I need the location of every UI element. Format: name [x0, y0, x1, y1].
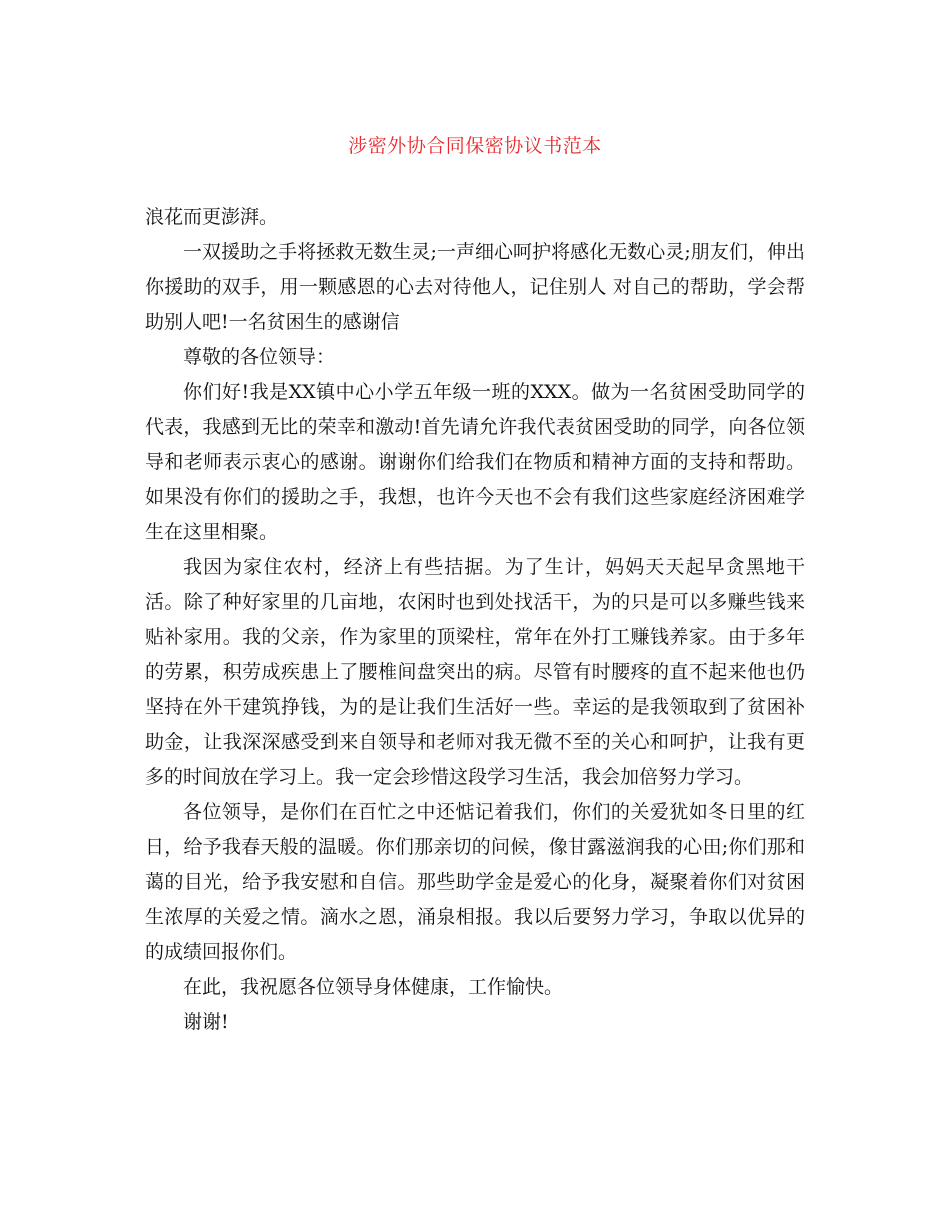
document-title: 涉密外协合同保密协议书范本 [348, 135, 602, 157]
body-paragraph: 各位领导，是你们在百忙之中还惦记着我们，你们的关爱犹如冬日里的红日，给予我春天般的温暖。你们那亲切的问候，像甘露滋润我的心田;你们那和蔼的目光，给予我安慰和自信。那些助学金是爱心的化身，凝聚着你们对贫困生浓厚的关爱之情。滴水之恩，涌泉相报。我以后要努力学习，争取以优异的的成绩回报你们。 [145, 801, 805, 963]
document-body [145, 200, 805, 1040]
body-paragraph: 你们好!我是XX镇中心小学五年级一班的XXX。做为一名贫困受助同学的代表，我感到无比的荣幸和激动!首先请允许我代表贫困受助的同学，向各位领导和老师表示衷心的感谢。谢谢你们给我们在物质和精神方面的支持和帮助。如果没有你们的援助之手，我想，也许今天也不会有我们这些家庭经济困难学生在这里相聚。 [145, 381, 805, 543]
body-paragraph: 我因为家住农村，经济上有些拮据。为了生计，妈妈天天起早贪黑地干活。除了种好家里的几亩地，农闲时也到处找活干，为的只是可以多赚些钱来贴补家用。我的父亲，作为家里的顶梁柱，常年在外打工赚钱养家。由于多年的劳累，积劳成疾患上了腰椎间盘突出的病。尽管有时腰疼的直不起来他也仍坚持在外干建筑挣钱，为的是让我们生活好一些。幸运的是我领取到了贫困补助金，让我深深感受到来自领导和老师对我无微不至的关心和呵护，让我有更多的时间放在学习上。我一定会珍惜这段学习生活，我会加倍努力学习。 [145, 556, 805, 788]
body-paragraph: 在此，我祝愿各位领导身体健康，工作愉快。 [183, 976, 564, 998]
body-paragraph: 一双援助之手将拯救无数生灵;一声细心呵护将感化无数心灵;朋友们，伸出你援助的双手，用一颗感恩的心去对待他人，记住别人 对自己的帮助，学会帮助别人吧!一名贫困生的感谢信 [145, 241, 805, 333]
body-paragraph: 尊敬的各位领导： [183, 346, 336, 368]
body-paragraph: 浪花而更澎湃。 [145, 206, 279, 228]
body-paragraph: 谢谢! [183, 1011, 229, 1033]
